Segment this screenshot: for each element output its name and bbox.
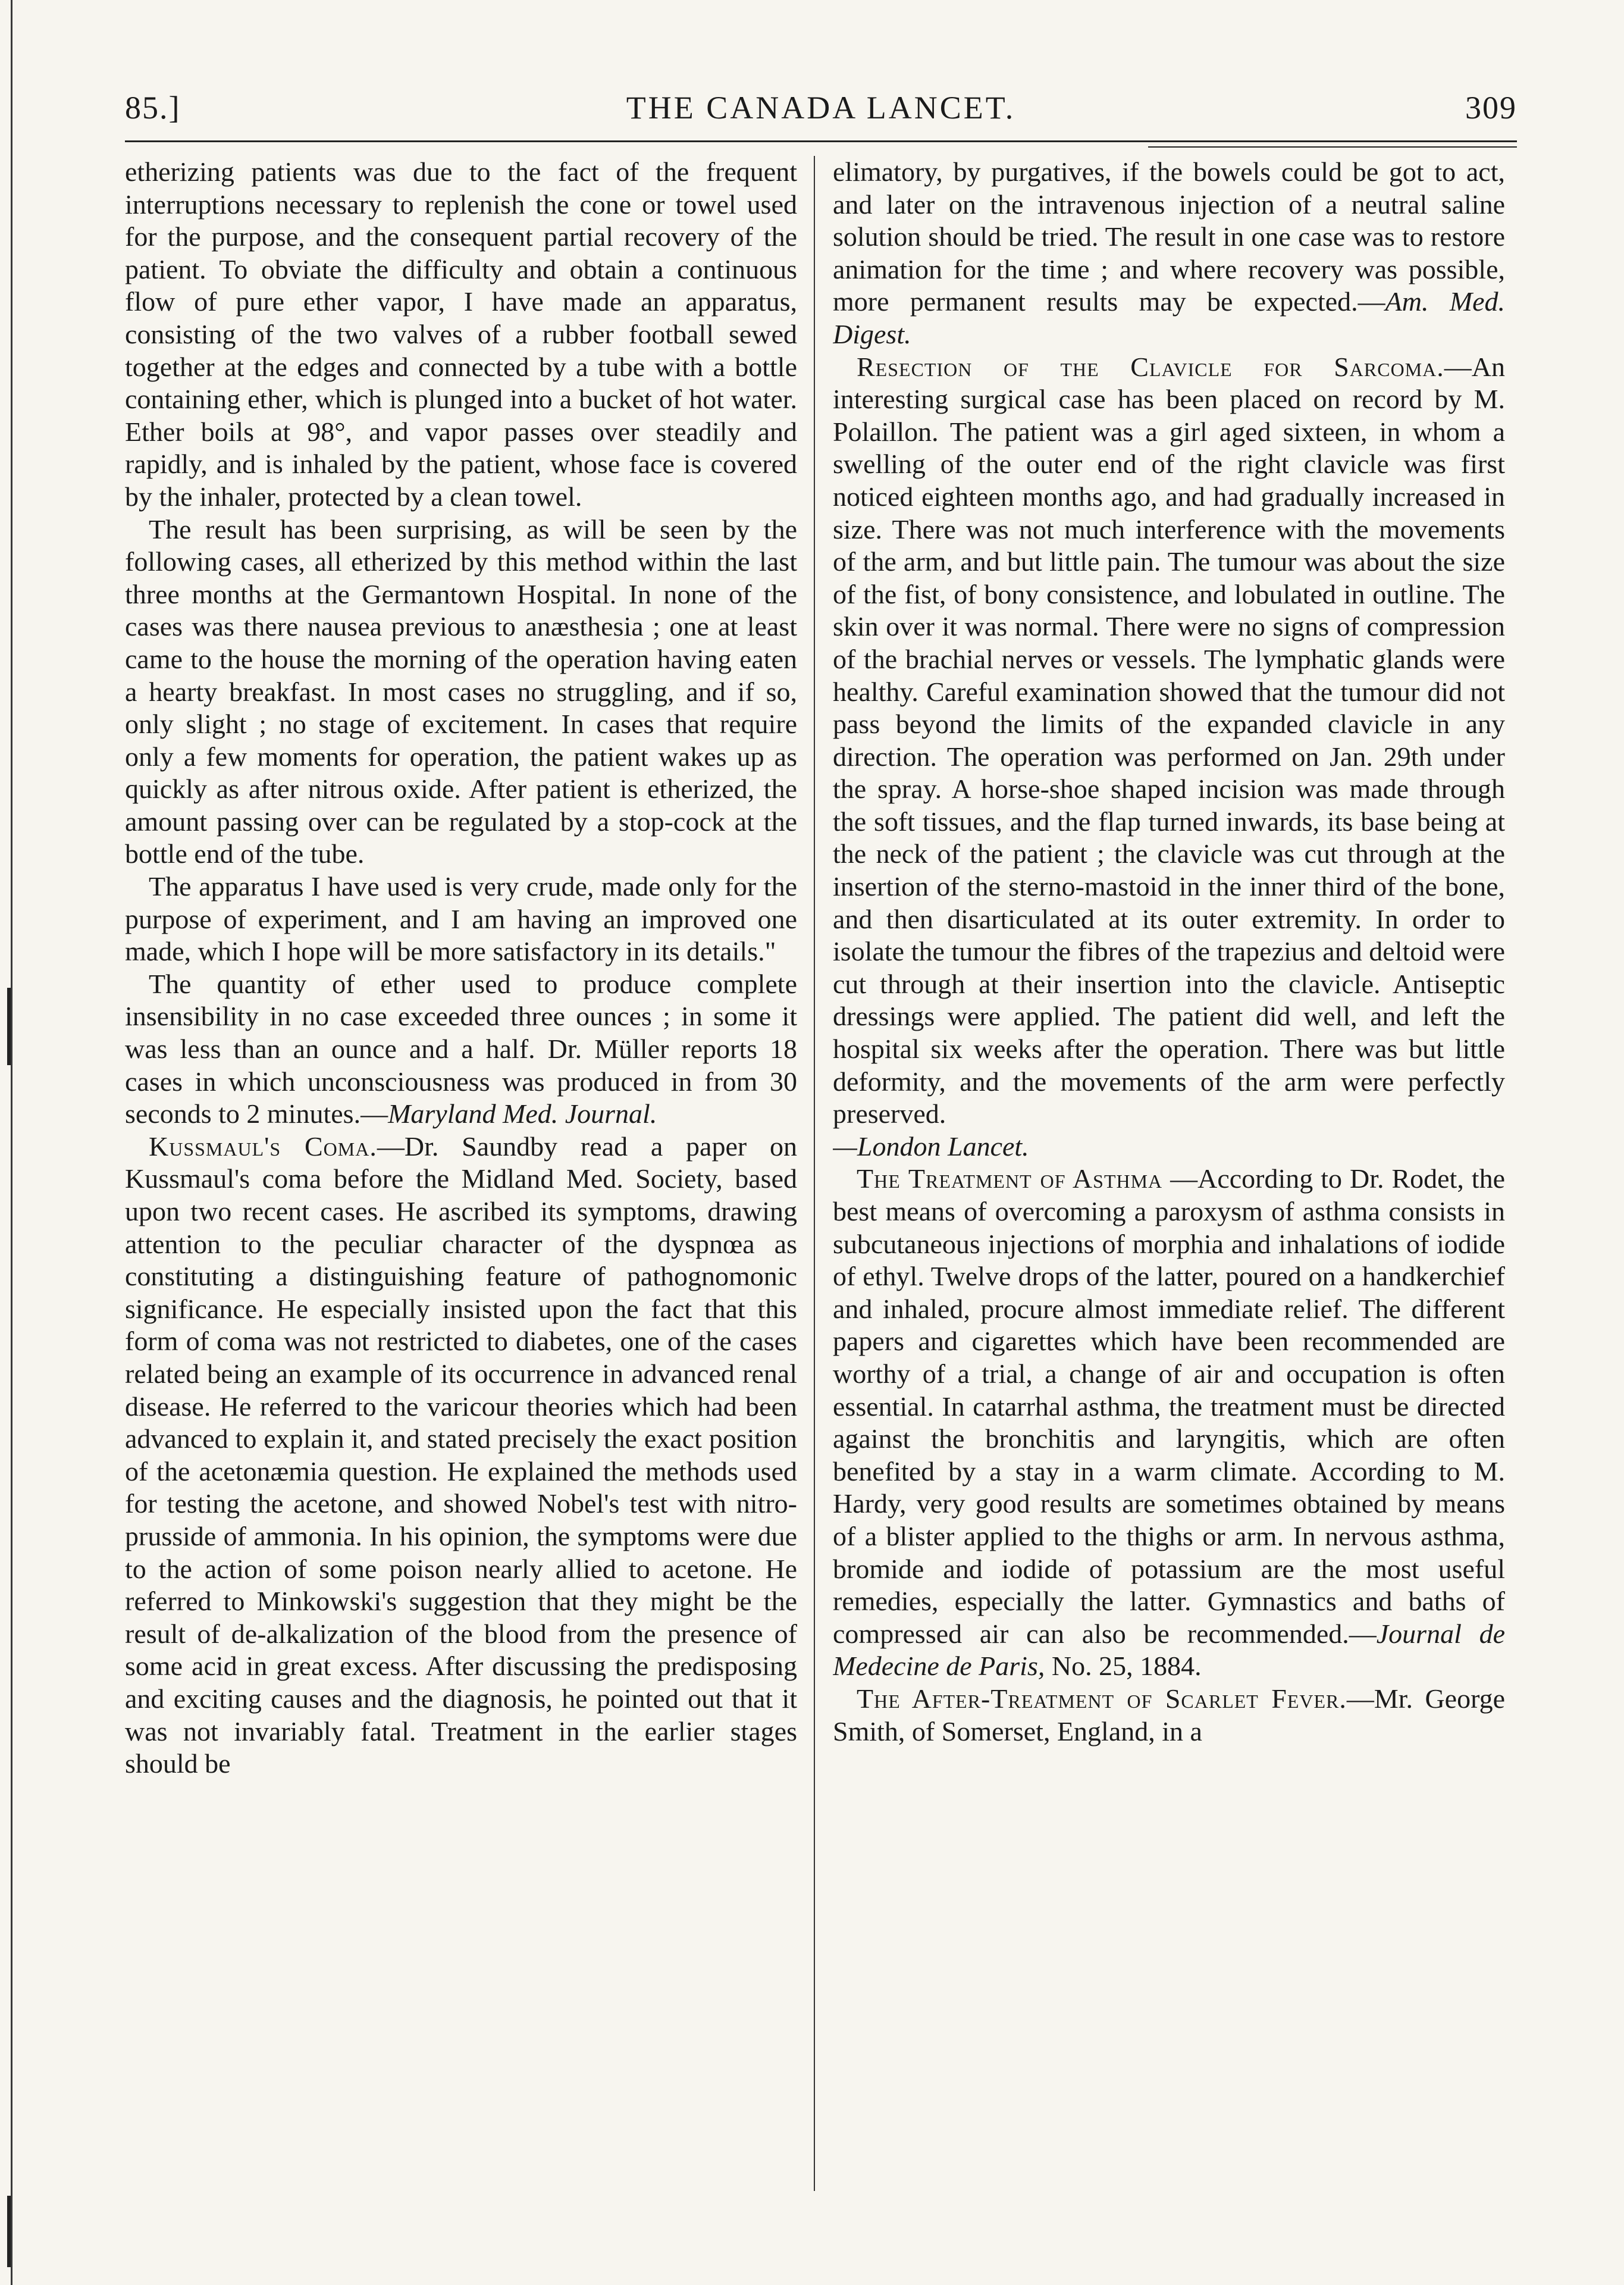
left-column [125,156,797,2221]
article-text: —An interesting surgical case has been placed on record by M. Polaillon. The patient was a girl aged sixteen, in whom a swelling of the outer end of the right clavicle was first noticed eighteen months ago, and had gradually increased in size. There was not much interference with the movements of the arm, and but little pain. The tumour was about the size of the fist, of bony consistence, and lobulated in outline. The skin over it was normal. There were no signs of compression of the brachial nerves or vessels. The lymphatic glands were healthy. Careful examination showed that the tumour did not pass beyond the limits of the expanded clavicle in any direction. The operation was performed on Jan. 29th under the spray. A horse-shoe shaped incision was made through the soft tissues, and the flap turned inwards, its base being at the neck of the patient ; the clavicle was cut through at the insertion of the sterno-mastoid in the inner third of the bone, and then disarticulated at its outer extremity. In order to isolate the tumour the fibres of the trapezius and deltoid were cut through at their insertion into the clavicle. Antiseptic dressings were applied. The patient did well, and left the hospital six weeks after the operation. There was but little deformity, and the movements of the arm were perfectly preserved. [833,351,1505,1129]
source-citation: Maryland Med. Journal. [388,1098,657,1129]
paragraph-text: The quantity of ether used to produce complete insensibility in no case exceeded three ounces ; in some it was less than an ounce and a half. Dr. Müller reports 18 cases in which unconsciousness was produced in from 30 seconds to 2 minutes.— [125,968,797,1129]
article-asthma [833,1163,1505,1683]
page-number: 309 [1465,90,1517,126]
paragraph: The result has been surprising, as will be seen by the following cases, all etherized by this method within the last three months at the Germantown Hospital. In none of the cases was there nausea previous to anæsthesia ; one at least came to the house the morning of the operation having eaten a hearty breakfast. In most cases no struggling, and if so, only slight ; no stage of excitement. In cases that require only a few moments for operation, the patient wakes up as quickly as after nitrous oxide. After patient is etherized, the amount passing over can be regulated by a stop-cock at the bottle end of the tube. [125,514,797,869]
journal-title: THE CANADA LANCET. [626,90,1016,126]
article-heading: Kussmaul's Coma. [149,1131,377,1162]
page-edge-line [11,0,12,2285]
paragraph [833,156,1505,351]
article-scarlet-fever [833,1683,1505,1748]
paragraph: etherizing patients was due to the fact of the frequent interruptions necessary to replenish the cone or towel used for the purpose, and the consequent partial recovery of the patient. To obviate the difficulty and obtain a continuous flow of pure ether vapor, I have made an apparatus, consisting of the two valves of a rubber football sewed together at the edges and connected by a tube with a bottle containing ether, which is plunged into a bucket of hot water. Ether boils at 98°, and vapor passes over steadily and rapidly, and is inhaled by the patient, whose face is covered by the inhaler, protected by a clean towel. [125,156,797,512]
header-rule-secondary [1148,146,1517,148]
article-clavicle [833,351,1505,1131]
source-citation-tail: No. 25, 1884. [1045,1651,1202,1682]
article-heading: The Treatment of Asthma [857,1163,1163,1194]
journal-page [125,89,1517,2231]
paragraph [125,968,797,1131]
header-rule [125,140,1517,142]
article-heading: Resection of the Clavicle for Sarcoma. [857,351,1444,382]
article-text: —According to Dr. Rodet, the best means of overcoming a paroxysm of asthma consists in subcutaneous injections of morphia and inhalations of iodide of ethyl. Twelve drops of the latter, poured on a handkerchief and inhaled, procure almost immediate relief. The different papers and cigarettes which have been recommended are worthy of a trial, a change of air and occupation is often essential. In catarrhal asthma, the treatment must be directed against the bronchitis and laryngitis, which are often benefited by a stay in a warm climate. According to M. Hardy, very good results are sometimes obtained by means of a blister applied to the thighs or arm. In nervous asthma, bromide and iodide of potassium are the most useful remedies, especially the latter. Gymnastics and baths of compressed air can also be recommended.— [833,1163,1505,1649]
article-text: —Dr. Saundby read a paper on Kussmaul's coma before the Midland Med. Society, based upon two recent cases. He ascribed its symptoms, drawing attention to the peculiar character of the dyspnœa as constituting a distinguishing feature of pathognomonic significance. He especially insisted upon the fact that this form of coma was not restricted to diabetes, one of the cases related being an example of its occurrence in advanced renal disease. He referred to the varicour theories which had been advanced to explain it, and stated precisely the exact position of the acetonæmia question. He explained the methods used for testing the acetone, and showed Nobel's test with nitro-prusside of ammonia. In his opinion, the symptoms were due to the action of some poison nearly allied to acetone. He referred to Minkowski's suggestion that they might be the result of de-alkalization of the blood from the presence of some acid in great excess. After discussing the predisposing and exciting causes and the diagnosis, he pointed out that it was not invariably fatal. Treatment in the earlier stages should be [125,1131,797,1779]
folio-left: 85.] [125,90,181,126]
article-kussmaul [125,1131,797,1780]
paragraph-text: elimatory, by purgatives, if the bowels could be got to act, and later on the intravenous injection of a neutral saline solution should be tried. The result in one case was to restore animation for the time ; and where recovery was possible, more permanent results may be expected.— [833,156,1505,317]
source-citation: Journal de Medecine de Paris, [833,1618,1505,1682]
edge-mark [7,2196,11,2267]
article-heading: The After-Treatment of Scarlet Fever. [857,1683,1347,1714]
edge-mark [7,988,11,1065]
article-text: —Mr. George Smith, of Somerset, England, in a [833,1683,1505,1746]
right-column [833,156,1505,2221]
column-divider [814,156,815,2191]
paragraph: The apparatus I have used is very crude, made only for the purpose of experiment, and I am having an improved one made, which I hope will be more satisfactory in its details." [125,871,797,967]
running-head [125,89,1517,143]
source-citation: Am. Med. Digest. [833,286,1505,349]
source-citation: —London Lancet. [833,1131,1029,1162]
